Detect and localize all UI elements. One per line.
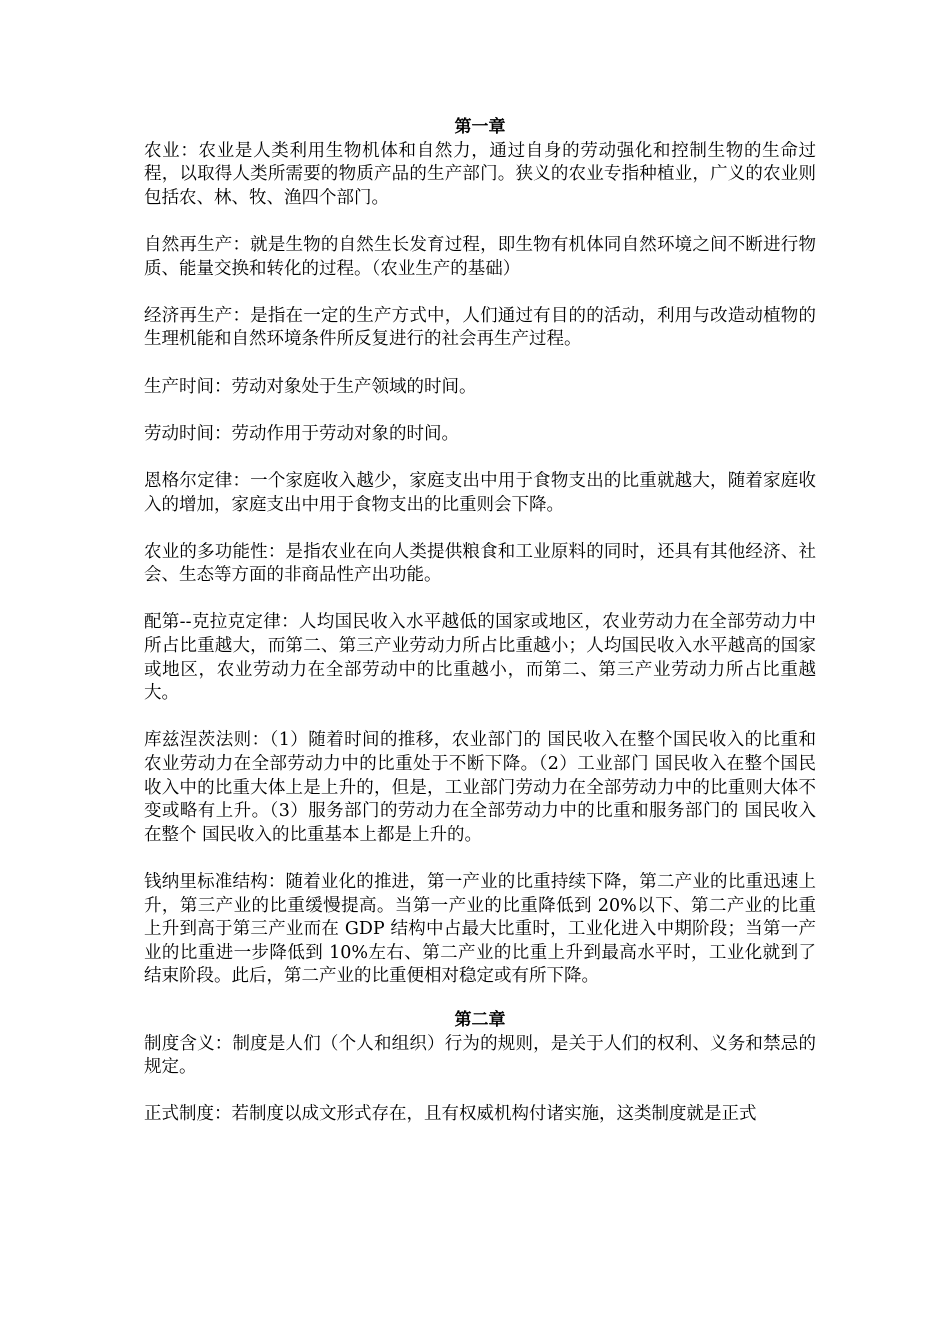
definition-chenery-structure: 钱纳里标准结构：随着业化的推进，第一产业的比重持续下降，第二产业的比重迅速上升，第三产业的比重缓慢提高。当第一产业的比重降低到 20%以下、第二产业的比重上升到高于第三产业而在 GDP 结构中占最大比重时，工业化进入中期阶段；当第一产业的比重进一步降低到 10%左右、第二产业的比重上升到最高水平时，工业化就到了结束阶段。此后，第二产业的比重便相对稳定或有所下降。 [144,872,816,987]
definition-labor-time: 劳动时间：劳动作用于劳动对象的时间。 [144,423,459,444]
definition-formal-institution: 正式制度：若制度以成文形式存在，且有权威机构付诸实施，这类制度就是正式 [144,1104,757,1125]
definition-engel-law: 恩格尔定律：一个家庭收入越少，家庭支出中用于食物支出的比重就越大，随着家庭收入的增加，家庭支出中用于食物支出的比重则会下降。 [144,470,816,515]
definition-economic-reproduction: 经济再生产：是指在一定的生产方式中，人们通过有目的的活动，利用与改造动植物的生理机能和自然环境条件所反复进行的社会再生产过程。 [144,305,816,350]
definition-multifunctionality: 农业的多功能性：是指农业在向人类提供粮食和工业原料的同时，还具有其他经济、社会、生态等方面的非商品性产出功能。 [144,541,816,586]
definition-agriculture: 农业：农业是人类利用生物机体和自然力，通过自身的劳动强化和控制生物的生命过程，以取得人类所需要的物质产品的生产部门。狭义的农业专指种植业，广义的农业则包括农、林、牧、渔四个部门。 [144,140,816,208]
definition-kuznets-rule: 库兹涅茨法则：（1）随着时间的推移，农业部门的 国民收入在整个国民收入的比重和 农业劳动力在全部劳动力中的比重处于不断下降。（2）工业部门 国民收入在整个国民收入中的比重大体上是上升的，但是，工业部门劳动力在全部劳动力中的比重则大体不变或略有上升。（3）服务部门的劳动力在全部劳动力中的比重和服务部门的 国民收入在整个 国民收入的比重基本上都是上升的。 [144,730,816,845]
chapter-2-title: 第二章 [454,1009,506,1030]
document-page [144,116,816,1127]
definition-institution: 制度含义：制度是人们（个人和组织）行为的规则，是关于人们的权利、义务和禁忌的规定。 [144,1033,816,1078]
definition-production-time: 生产时间：劳动对象处于生产领域的时间。 [144,376,477,397]
definition-natural-reproduction: 自然再生产：就是生物的自然生长发育过程，即生物有机体同自然环境之间不断进行物质、能量交换和转化的过程。（农业生产的基础） [144,234,816,279]
chapter-1-title: 第一章 [454,117,506,137]
definition-petty-clark-law: 配第--克拉克定律：人均国民收入水平越低的国家或地区，农业劳动力在全部劳动力中所占比重越大，而第二、第三产业劳动力所占比重越小；人均国民收入水平越高的国家或地区，农业劳动力在全部劳动中的比重越小，而第二、第三产业劳动力所占比重越大。 [144,612,816,704]
